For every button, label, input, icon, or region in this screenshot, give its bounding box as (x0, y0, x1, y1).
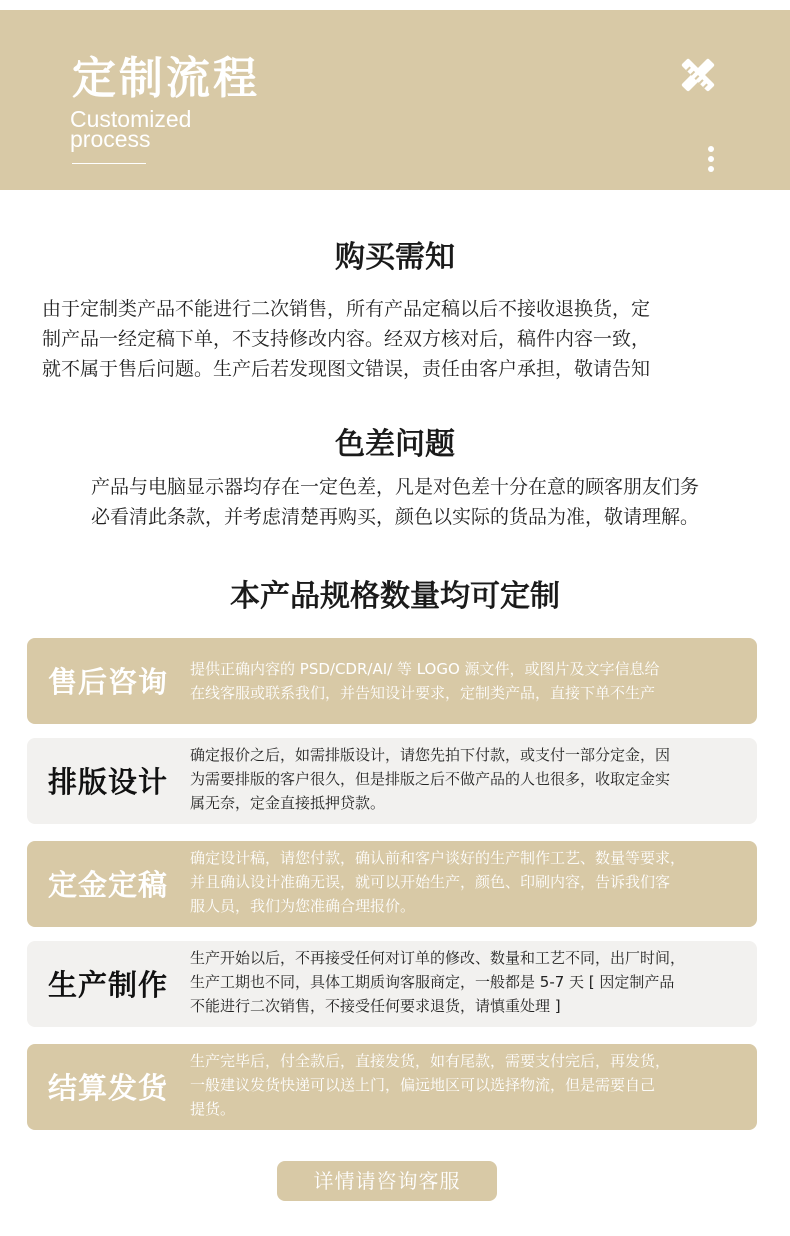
text-line: 由于定制类产品不能进行二次销售，所有产品定稿以后不接收退换货，定 (42, 298, 651, 320)
contact-support-button[interactable]: 详情请咨询客服 (277, 1161, 497, 1201)
purchase-notice-title: 购买需知 (335, 240, 455, 275)
step-text (190, 743, 755, 815)
step-text (190, 846, 755, 918)
step-title: 生产制作 (48, 968, 169, 1002)
text-line: 不能进行二次销售，不接受任何要求退货，请慎重处理 ] (190, 997, 561, 1015)
color-diff-title: 色差问题 (335, 427, 455, 462)
step-card-settlement-shipping (27, 1044, 757, 1130)
color-diff-text (40, 472, 750, 532)
step-text (190, 1049, 755, 1121)
step-text (190, 657, 755, 705)
text-line: 在线客服或联系我们，并告知设计要求，定制类产品，直接下单不生产 (190, 684, 656, 702)
text-line: 生产工期也不同，具体工期质询客服商定，一般都是 5-7 天 [ 因定制产品 (190, 973, 675, 991)
step-title: 定金定稿 (48, 868, 169, 902)
step-card-deposit-draft (27, 841, 757, 927)
text-line: 为需要排版的客户很久，但是排版之后不做产品的人也很多，收取定金实 (190, 770, 671, 788)
vertical-dots-icon[interactable] (706, 146, 716, 172)
text-line: 制产品一经定稿下单，不支持修改内容。经双方核对后，稿件内容一致， (42, 328, 651, 350)
step-card-production (27, 941, 757, 1027)
text-line: 并且确认设计准确无误，就可以开始生产，颜色、印刷内容，告诉我们客 (190, 873, 671, 891)
ruler-pencil-cross-icon (677, 54, 719, 96)
step-title: 排版设计 (48, 765, 169, 799)
step-card-layout-design (27, 738, 757, 824)
text-line: 一般建议发货快递可以送上门，偏远地区可以选择物流，但是需要自己 (190, 1076, 656, 1094)
text-line: 确定报价之后，如需排版设计，请您先拍下付款，或支付一部分定金，因 (190, 746, 671, 764)
step-title: 售后咨询 (48, 665, 169, 699)
page-subtitle (70, 106, 250, 152)
step-card-after-sales (27, 638, 757, 724)
text-line: 产品与电脑显示器均存在一定色差，凡是对色差十分在意的顾客朋友们务 (90, 476, 699, 498)
step-text (190, 946, 755, 1018)
header-banner (0, 10, 790, 190)
text-line: 提货。 (190, 1100, 236, 1118)
step-title: 结算发货 (48, 1071, 169, 1105)
text-line: 生产完毕后，付全款后，直接发货，如有尾款，需要支付完后，再发货， (190, 1052, 671, 1070)
text-line: 确定设计稿，请您付款，确认前和客户谈好的生产制作工艺、数量等要求， (190, 849, 686, 867)
text-line: 提供正确内容的 PSD/CDR/AI/ 等 LOGO 源文件，或图片及文字信息给 (190, 660, 660, 678)
text-line: 就不属于售后问题。生产后若发现图文错误，责任由客户承担，敬请告知 (42, 358, 651, 380)
purchase-notice-text (42, 294, 752, 384)
subtitle-underline (72, 163, 146, 164)
page-title: 定制流程 (72, 53, 260, 104)
spec-heading: 本产品规格数量均可定制 (230, 579, 560, 614)
text-line: 必看清此条款，并考虑清楚再购买，颜色以实际的货品为准，敬请理解。 (90, 506, 699, 528)
text-line: 属无奈，定金直接抵押贷款。 (190, 794, 386, 812)
text-line: 服人员，我们为您准确合理报价。 (190, 897, 416, 915)
subtitle-line: Customized (70, 106, 192, 132)
text-line: 生产开始以后，不再接受任何对订单的修改、数量和工艺不同，出厂时间， (190, 949, 686, 967)
subtitle-line: process (70, 126, 151, 152)
